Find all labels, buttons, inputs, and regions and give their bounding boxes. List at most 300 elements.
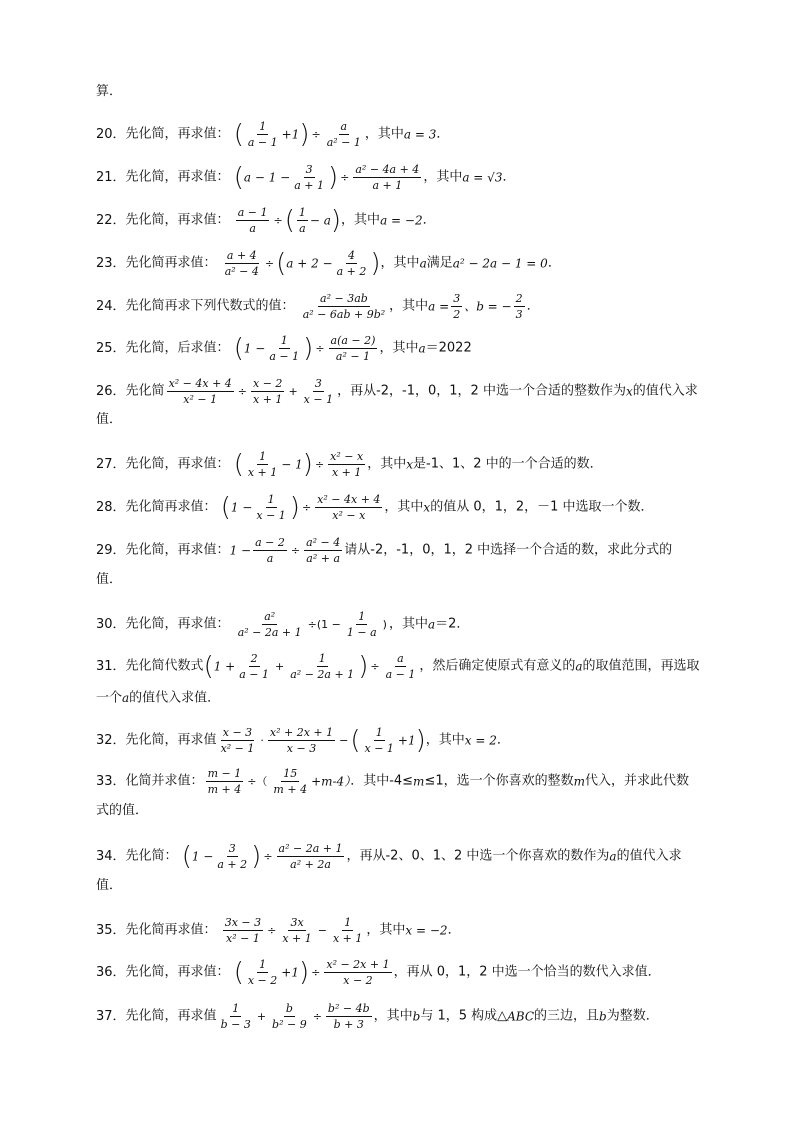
denominator: a² − 4 — [224, 265, 259, 278]
problem-prefix: 先化简再求值： — [125, 255, 217, 271]
problem-suffix: ，其中 — [373, 1008, 413, 1024]
denominator: 1 − a — [346, 626, 377, 639]
denominator: a + 2 — [336, 265, 367, 278]
expression: +1 — [281, 965, 299, 980]
right-paren: ) — [327, 162, 339, 193]
numerator: m − 1 — [207, 767, 242, 780]
problem-suffix: ，其中 — [341, 212, 381, 228]
left-paren: ( — [181, 841, 192, 872]
denominator: 2 — [453, 308, 461, 321]
right-paren: ) — [298, 957, 310, 988]
problem-prefix: 先化简再求下列代数式的值： — [125, 298, 295, 314]
expression: +1 — [397, 733, 416, 748]
fraction — [267, 334, 301, 363]
denominator: x − 2 — [343, 974, 373, 987]
numerator: 1 — [280, 334, 288, 347]
fraction — [254, 493, 287, 522]
problem-number: 30． — [96, 617, 126, 632]
fraction — [246, 958, 279, 987]
denominator: x + 1 — [253, 393, 283, 406]
problem-number: 20． — [96, 127, 126, 142]
condition-text: ＝2． — [435, 616, 470, 632]
right-paren: ) — [289, 492, 300, 523]
left-paren: ( — [233, 119, 244, 150]
problem-end: 的值代入求 — [632, 383, 698, 399]
fraction — [223, 249, 261, 278]
condition-text: 与 1，5 构成△ — [420, 1008, 508, 1024]
condition: a — [418, 341, 426, 356]
fraction — [288, 652, 356, 681]
condition: x — [423, 500, 431, 515]
right-paren: ) — [330, 205, 342, 236]
condition: b — [599, 1009, 607, 1024]
numerator: 1 — [358, 610, 366, 623]
numerator: x² − 2x + 1 — [326, 958, 390, 971]
denominator: a + 2 — [217, 858, 248, 871]
line-text: 值． — [96, 878, 123, 893]
problem-suffix: ，其中 — [367, 456, 407, 472]
condition: m — [573, 774, 585, 789]
problem-end: 的值从 0，1，2，－1 中选取一个数． — [430, 499, 654, 515]
operator: ÷ — [273, 213, 283, 227]
left-paren: ( — [233, 162, 244, 193]
fraction — [363, 726, 396, 755]
denominator: x − 1 — [303, 393, 334, 406]
problem-number: 36． — [96, 965, 126, 980]
operator: ÷（ — [247, 774, 268, 788]
denominator: b + 3 — [333, 1018, 364, 1031]
continuation-line — [96, 878, 716, 894]
operator: ÷ — [340, 170, 350, 184]
expression: a + 2 − — [286, 256, 333, 271]
line-text: 算． — [96, 84, 123, 99]
problem-30 — [96, 610, 716, 639]
right-paren: ) — [415, 725, 426, 756]
problem-27 — [96, 450, 716, 479]
denominator: m + 4 — [207, 783, 242, 796]
line-text: 值． — [96, 572, 123, 587]
fraction — [328, 450, 365, 479]
denominator: a − 1 — [247, 136, 278, 149]
condition: a = √3 — [462, 170, 503, 185]
condition: x — [406, 457, 413, 472]
numerator: 1 — [259, 450, 267, 463]
operator: + — [256, 1009, 267, 1023]
numerator: 2 — [515, 292, 523, 305]
left-paren: ( — [220, 492, 231, 523]
right-paren: ) — [303, 333, 314, 364]
condition: a = — [428, 299, 450, 314]
condition-text: ≤1，选一个你喜欢的整数 — [424, 773, 574, 789]
denominator: a² + 2a — [290, 858, 331, 871]
condition: a — [427, 617, 436, 632]
problem-29 — [96, 536, 716, 565]
problem-prefix: 先化简，再求值 — [125, 1008, 217, 1024]
continuation-line — [96, 412, 716, 428]
line-text: 式的值． — [96, 803, 149, 818]
operator: + — [275, 659, 285, 673]
denominator: a — [299, 222, 306, 235]
numerator: 1 — [298, 206, 306, 219]
problem-end: ． — [496, 732, 510, 748]
condition: a — [609, 849, 617, 864]
expression: 1 − — [230, 500, 253, 515]
operator: − — [339, 733, 349, 747]
expression: a − 1 − — [243, 170, 291, 185]
numerator: 4 — [348, 249, 355, 262]
numerator: a² − 3ab — [320, 292, 368, 305]
fraction — [251, 377, 284, 406]
operator: ÷ — [311, 127, 321, 141]
fraction — [324, 958, 391, 987]
operator: +1 — [281, 127, 300, 142]
fraction — [167, 377, 234, 406]
problem-prefix: 先化简代数式 — [125, 658, 204, 674]
numerator: a² — [264, 610, 276, 623]
operator: ÷ — [301, 500, 312, 514]
problem-number: 21． — [96, 170, 126, 185]
numerator: 1 — [267, 493, 275, 506]
denominator: a² + a — [306, 552, 341, 565]
fraction — [219, 1002, 253, 1031]
denominator: x − 1 — [256, 509, 286, 522]
line-text: 值． — [96, 412, 123, 427]
fraction — [331, 916, 364, 945]
numerator: 3x — [290, 916, 304, 929]
problem-prefix: 先化简 — [125, 383, 165, 399]
problem-prefix: 化简并求值： — [125, 773, 204, 789]
fraction — [326, 1002, 372, 1031]
left-paren: ( — [233, 957, 244, 988]
operator: ÷ — [370, 659, 380, 673]
problem-number: 31． — [96, 659, 126, 674]
expression: − 1 — [281, 457, 303, 472]
numerator: a² − 4 — [306, 536, 341, 549]
problem-end: ． — [547, 255, 561, 271]
numerator: a² − 2a + 1 — [278, 842, 343, 855]
problem-suffix: ，其中 — [364, 126, 404, 142]
fraction — [451, 292, 462, 321]
denominator: x − 1 — [364, 742, 394, 755]
operator: ÷ — [237, 384, 248, 398]
expression: +m-4） — [311, 774, 351, 789]
denominator: x + 1 — [331, 466, 362, 479]
fraction — [277, 842, 345, 871]
expression: 1 − — [243, 341, 266, 356]
problem-number: 24． — [96, 299, 126, 314]
denominator: x² − 1 — [226, 932, 260, 945]
fraction — [223, 916, 263, 945]
problem-36 — [96, 958, 716, 987]
left-paren: ( — [233, 449, 244, 480]
denominator: m + 4 — [273, 783, 308, 796]
denominator: x + 1 — [282, 932, 312, 945]
condition: x = −2 — [405, 923, 448, 938]
expression: − a — [309, 213, 331, 228]
operator: + — [288, 384, 298, 398]
operator: ÷ — [263, 849, 273, 863]
fraction — [353, 163, 421, 192]
condition: m — [413, 774, 425, 789]
problem-number: 28． — [96, 500, 126, 515]
line-text: 一个 — [96, 690, 123, 706]
operator: ÷ — [315, 341, 325, 355]
numerator: 3x − 3 — [224, 916, 262, 929]
problem-22 — [96, 206, 716, 235]
numerator: a — [397, 652, 404, 665]
numerator: a — [340, 120, 348, 133]
fraction — [253, 536, 287, 565]
problem-prefix: 先化简，再求值： — [125, 169, 230, 185]
problem-number: 26． — [96, 384, 126, 399]
left-paren: ( — [233, 333, 244, 364]
denominator: a + 1 — [372, 179, 403, 192]
denominator: a — [249, 222, 256, 235]
operator: ÷ — [314, 457, 325, 471]
condition: a — [122, 691, 130, 705]
problem-suffix: ，其中 — [389, 298, 429, 314]
problem-21 — [96, 163, 716, 192]
problem-prefix: 先化简，再求值 — [125, 732, 217, 748]
problem-prefix: 先化简，再求值： — [125, 126, 230, 142]
denominator: 3 — [515, 308, 523, 321]
problem-prefix: 先化简，再求值： — [125, 616, 230, 632]
condition: ABC — [507, 1009, 535, 1024]
problem-end: 是-1、1、2 中的一个合适的数． — [413, 456, 603, 472]
denominator: a — [266, 552, 274, 565]
condition: 、b = − — [464, 299, 512, 314]
continuation-line — [96, 84, 716, 100]
fraction — [246, 450, 279, 479]
numerator: x − 2 — [253, 377, 283, 390]
numerator: 15 — [283, 767, 298, 780]
numerator: 1 — [318, 652, 326, 665]
problem-33 — [96, 767, 716, 796]
problem-suffix: ，再从-2，-1，0，1，2 中选一个合适的整数作为 — [337, 383, 626, 399]
problem-end: 的值代入求 — [616, 848, 682, 864]
numerator: 2 — [250, 652, 258, 665]
numerator: 1 — [259, 120, 267, 133]
operator: ÷ — [264, 256, 275, 270]
condition: x — [625, 384, 633, 399]
problem-number: 37． — [96, 1009, 126, 1024]
problem-28 — [96, 493, 716, 522]
problem-prefix: 先化简再求值： — [125, 499, 217, 515]
problem-number: 23． — [96, 256, 126, 271]
numerator: x² − 4x + 4 — [168, 377, 232, 390]
fraction — [304, 536, 342, 565]
problem-end: 的取值范围，再选取 — [582, 658, 700, 674]
problem-suffix: ，再从 0，1，2 中选一个恰当的数代入求值． — [393, 964, 661, 980]
problem-20 — [96, 120, 716, 149]
left-paren: ( — [284, 205, 295, 236]
problem-26 — [96, 377, 716, 406]
right-paren: ) — [370, 248, 381, 279]
numerator: x² + 2x + 1 — [269, 726, 334, 739]
problem-suffix: ，其中 — [423, 169, 463, 185]
expression: 1 + — [213, 659, 236, 674]
problem-end: 代入，并求此代数 — [585, 773, 690, 789]
problem-number: 32． — [96, 733, 126, 748]
denominator: x² − 1 — [183, 393, 218, 406]
numerator: b² − 4b — [327, 1002, 370, 1015]
condition: b — [412, 1009, 421, 1024]
denominator: a − 1 — [385, 668, 416, 681]
problem-prefix: 先化简再求值： — [125, 922, 217, 938]
operator: ÷ — [311, 965, 321, 979]
numerator: b — [285, 1002, 293, 1015]
denominator: x² − x — [332, 509, 366, 522]
problem-number: 22． — [96, 213, 126, 228]
numerator: a − 1 — [237, 206, 268, 219]
condition: a = 3 — [403, 127, 437, 142]
right-paren: ) — [302, 449, 313, 480]
continuation-line — [96, 690, 716, 707]
fraction — [236, 206, 270, 235]
problem-number: 25． — [96, 341, 126, 356]
problem-prefix: 先化简，再求值： — [125, 456, 230, 472]
problem-number: 33． — [96, 774, 126, 789]
operator: − — [317, 923, 327, 937]
problem-suffix: ，其中 — [388, 616, 428, 632]
fraction — [329, 334, 378, 363]
continuation-line — [96, 803, 716, 819]
operator: ÷(1 − — [307, 617, 341, 631]
denominator: a − 1 — [239, 668, 270, 681]
fraction — [292, 163, 326, 192]
condition-text: ＝2022 — [425, 340, 472, 356]
problem-37 — [96, 1002, 716, 1031]
fraction — [219, 726, 257, 755]
problem-end: ． — [447, 922, 461, 938]
fraction — [315, 493, 382, 522]
problem-prefix: 先化简，再求值： — [125, 212, 230, 228]
problem-34 — [96, 842, 716, 871]
numerator: 1 — [344, 916, 352, 929]
fraction — [302, 377, 335, 406]
problem-suffix: ，其中 — [425, 732, 465, 748]
problem-23 — [96, 249, 716, 278]
numerator: a + 4 — [226, 249, 257, 262]
denominator: a − 1 — [269, 350, 300, 363]
fraction — [384, 652, 418, 681]
denominator: a² − 1 — [326, 136, 361, 149]
problem-end: ． — [436, 126, 450, 142]
denominator: a² − 2a + 1 — [290, 668, 355, 681]
numerator: 3 — [453, 292, 461, 305]
numerator: a − 2 — [255, 536, 285, 549]
fraction — [237, 652, 271, 681]
condition: a — [419, 256, 427, 271]
denominator: x − 3 — [286, 742, 317, 755]
fraction — [345, 610, 379, 639]
problem-31 — [96, 652, 716, 681]
fraction — [246, 120, 280, 149]
problem-end: ． — [422, 212, 436, 228]
numerator: a(a − 2) — [330, 334, 376, 347]
fraction — [268, 726, 335, 755]
problem-suffix: ，其中 — [379, 340, 419, 356]
problem-suffix: ，其中 — [384, 499, 424, 515]
problem-35 — [96, 916, 716, 945]
operator: ) — [382, 617, 387, 631]
line-text: 的值代入求值． — [129, 690, 221, 706]
fraction — [297, 206, 308, 235]
left-paren: ( — [276, 248, 287, 279]
problem-end: 为整数． — [606, 1008, 659, 1024]
problem-24 — [96, 292, 716, 321]
fraction — [271, 767, 309, 796]
denominator: a² − 6ab + 9b² — [302, 308, 386, 321]
right-paren: ) — [299, 119, 310, 150]
problem-prefix: 先化简，再求值： — [125, 964, 230, 980]
problem-32 — [96, 726, 716, 755]
denominator: a + 1 — [294, 179, 324, 192]
problem-end: ． — [526, 298, 540, 314]
operator: ÷ — [290, 543, 301, 557]
problem-suffix: 请从-2，-1，0，1，2 中选择一个合适的数，求此分式的 — [344, 542, 673, 558]
numerator: x² − 4x + 4 — [317, 493, 381, 506]
denominator: a² − 2a + 1 — [237, 626, 302, 639]
numerator: 1 — [259, 958, 267, 971]
continuation-line — [96, 572, 716, 588]
numerator: 1 — [375, 726, 383, 739]
numerator: 3 — [314, 377, 322, 390]
fraction — [270, 1002, 309, 1031]
denominator: x² − 1 — [220, 742, 255, 755]
problem-prefix: 先化简： — [125, 848, 178, 864]
problem-end: ． — [502, 169, 516, 185]
problem-number: 34． — [96, 849, 126, 864]
problem-prefix: 先化简，后求值： — [125, 340, 230, 356]
numerator: x² − x — [330, 450, 364, 463]
numerator: a² − 4a + 4 — [355, 163, 420, 176]
numerator: 3 — [228, 842, 236, 855]
problem-prefix: 先化简，再求值： — [125, 542, 230, 558]
fraction — [335, 249, 369, 278]
numerator: x − 3 — [222, 726, 253, 739]
problem-suffix: ，其中 — [366, 922, 406, 938]
fraction — [280, 916, 313, 945]
condition: x = 2 — [464, 733, 497, 748]
problem-suffix: ，然后确定使原式有意义的 — [419, 658, 576, 674]
numerator: 1 — [232, 1002, 240, 1015]
operator: ÷ — [267, 923, 277, 937]
denominator: x − 2 — [247, 974, 278, 987]
fraction — [325, 120, 363, 149]
expression: 1 − — [191, 849, 214, 864]
condition: a = −2 — [380, 213, 423, 228]
problem-suffix: ，再从-2、0、1、2 中选一个你喜欢的数作为 — [346, 848, 610, 864]
problem-number: 35． — [96, 923, 126, 938]
left-paren: ( — [203, 651, 214, 682]
problem-number: 29． — [96, 543, 126, 558]
numerator: 3 — [305, 163, 313, 176]
condition: a² − 2a − 1 = 0 — [452, 256, 548, 271]
denominator: x + 1 — [247, 466, 278, 479]
problem-25 — [96, 334, 716, 363]
problem-number: 27． — [96, 457, 126, 472]
fraction — [301, 292, 387, 321]
operator: · — [260, 733, 264, 747]
denominator: a² − 1 — [335, 350, 371, 363]
expression: 1 − — [229, 543, 252, 558]
fraction — [206, 767, 244, 796]
denominator: b − 3 — [220, 1018, 251, 1031]
condition: a — [575, 659, 583, 674]
problem-suffix: ．其中-4≤ — [350, 773, 414, 789]
operator: ÷ — [312, 1009, 322, 1023]
